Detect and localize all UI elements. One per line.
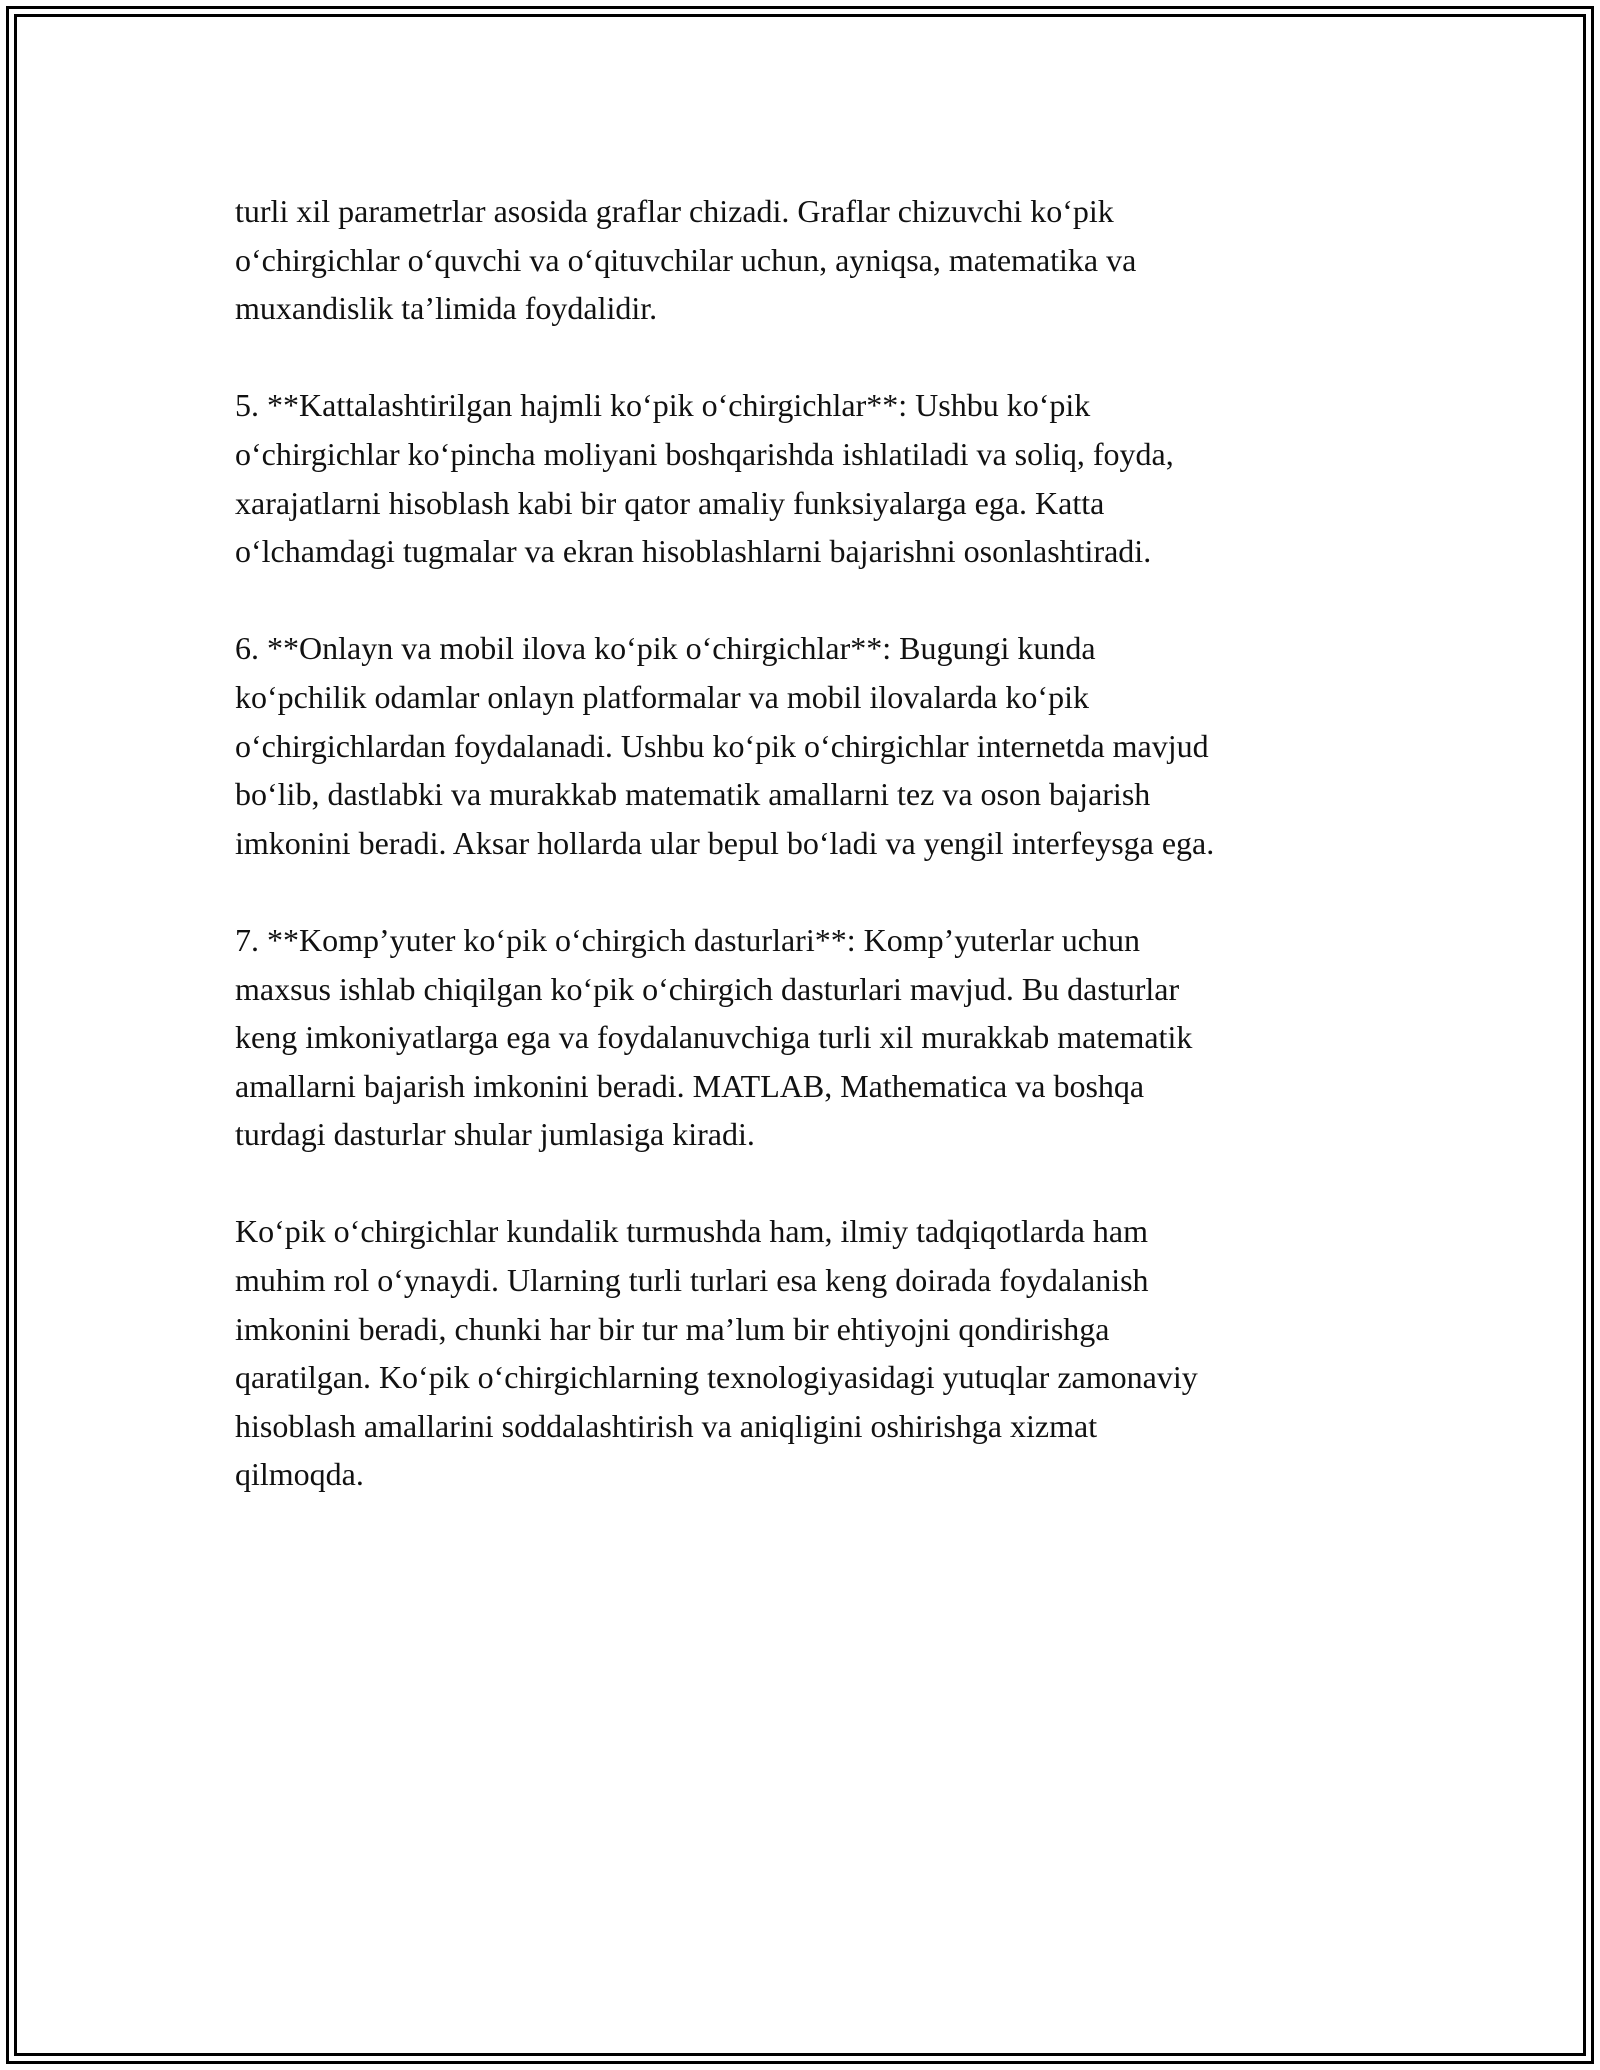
text-line: 6. **Onlayn va mobil ilova ko‘pik o‘chirgichlar**: Bugungi kunda <box>235 630 1096 667</box>
text-line: qaratilgan. Ko‘pik o‘chirgichlarning texnologiyasidagi yutuqlar zamonaviy <box>235 1359 1198 1396</box>
text-line: o‘chirgichlar o‘quvchi va o‘qituvchilar uchun, ayniqsa, matematika va <box>235 241 1137 278</box>
text-line: turdagi dasturlar shular jumlasiga kiradi. <box>235 1116 755 1153</box>
text-line: maxsus ishlab chiqilgan ko‘pik o‘chirgich dasturlari mavjud. Bu dasturlar <box>235 970 1180 1007</box>
document-body <box>235 187 1370 1548</box>
text-line: xarajatlarni hisoblash kabi bir qator amaliy funksiyalarga ega. Katta <box>235 484 1105 521</box>
text-line: Ko‘pik o‘chirgichlar kundalik turmushda ham, ilmiy tadqiqotlarda ham <box>235 1213 1148 1250</box>
text-line: imkonini beradi, chunki har bir tur ma’lum bir ehtiyojni qondirishga <box>235 1310 1110 1347</box>
text-line: hisoblash amallarini soddalashtirish va aniqligini oshirishga xizmat <box>235 1407 1098 1444</box>
text-line: 7. **Komp’yuter ko‘pik o‘chirgich dasturlari**: Komp’yuterlar uchun <box>235 921 1140 958</box>
paragraph-conclusion <box>235 1207 1370 1499</box>
text-line: bo‘lib, dastlabki va murakkab matematik amallarni tez va oson bajarish <box>235 776 1151 813</box>
text-line: 5. **Kattalashtirilgan hajmli ko‘pik o‘chirgichlar**: Ushbu ko‘pik <box>235 387 1091 424</box>
paragraph-item-6 <box>235 624 1370 867</box>
text-line: amallarni bajarish imkonini beradi. MATLAB, Mathematica va boshqa <box>235 1067 1145 1104</box>
text-line: muxandislik ta’limida foydalidir. <box>235 290 658 327</box>
paragraph-item-5 <box>235 381 1370 575</box>
text-line: o‘lchamdagi tugmalar va ekran hisoblashlarni bajarishni osonlashtiradi. <box>235 533 1152 570</box>
text-line: ko‘pchilik odamlar onlayn platformalar va mobil ilovalarda ko‘pik <box>235 678 1089 715</box>
text-line: qilmoqda. <box>235 1456 364 1493</box>
text-line: o‘chirgichlar ko‘pincha moliyani boshqarishda ishlatiladi va soliq, foyda, <box>235 435 1174 472</box>
paragraph-graphing-calculators <box>235 187 1370 333</box>
text-line: turli xil parametrlar asosida graflar chizadi. Graflar chizuvchi ko‘pik <box>235 193 1114 229</box>
text-line: keng imkoniyatlarga ega va foydalanuvchiga turli xil murakkab matematik <box>235 1019 1193 1056</box>
paragraph-item-7 <box>235 916 1370 1159</box>
text-line: o‘chirgichlardan foydalanadi. Ushbu ko‘pik o‘chirgichlar internetda mavjud <box>235 727 1209 764</box>
text-line: muhim rol o‘ynaydi. Ularning turli turlari esa keng doirada foydalanish <box>235 1262 1149 1299</box>
text-line: imkonini beradi. Aksar hollarda ular bepul bo‘ladi va yengil interfeysga ega. <box>235 824 1215 861</box>
